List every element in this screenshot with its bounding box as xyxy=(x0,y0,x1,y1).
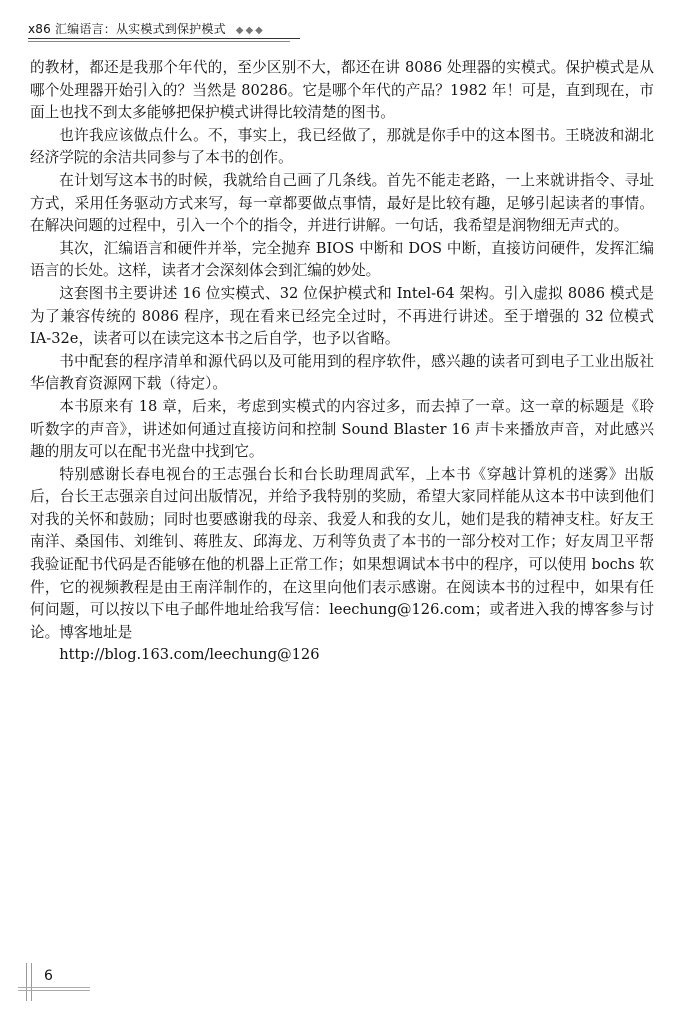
page-number: 6 xyxy=(44,968,53,984)
paragraph: 这套图书主要讲述 16 位实模式、32 位保护模式和 Intel-64 架构。引入虚拟 8086 模式是为了兼容传统的 8086 程序，现在看来已经完全过时，不再进行讲述。至于增强的 32 位模式 IA-32e，读者可以在读完这本书之后自学，也予以省略。 xyxy=(30,284,654,348)
paragraph: 也许我应该做点什么。不，事实上，我已经做了，那就是你手中的这本图书。王晓波和湖北经济学院的余洁共同参与了本书的创作。 xyxy=(30,126,654,167)
footer-vertical-rule xyxy=(26,963,32,1001)
paragraph: 在计划写这本书的时候，我就给自己画了几条线。首先不能走老路，一上来就讲指令、寻址方式，采用任务驱动方式来写，每一章都要做点事情，最好是比较有趣，足够引起读者的事情。在解决问题的过程中，引入一个个的指令，并进行讲解。一句话，我希望是润物细无声式的。 xyxy=(30,171,654,235)
book-title: x86 汇编语言：从实模式到保护模式 xyxy=(28,22,226,36)
header-rule-secondary xyxy=(28,41,290,42)
running-header xyxy=(28,18,298,38)
blog-url: http://blog.163.com/leechung@126 xyxy=(59,646,320,664)
footer-rule xyxy=(18,987,90,988)
footer-rule-secondary xyxy=(18,990,90,991)
paragraph: 其次，汇编语言和硬件并举，完全抛弃 BIOS 中断和 DOS 中断，直接访问硬件，发挥汇编语言的长处。这样，读者才会深刻体会到汇编的妙处。 xyxy=(30,239,654,280)
body-text xyxy=(30,57,654,667)
paragraph: 书中配套的程序清单和源代码以及可能用到的程序软件，感兴趣的读者可到电子工业出版社华信教育资源网下载（待定）。 xyxy=(30,352,654,393)
paragraph: 特别感谢长春电视台的王志强台长和台长助理周武军，上本书《穿越计算机的迷雾》出版后，台长王志强亲自过问出版情况，并给予我特别的奖励，希望大家同样能从这本书中读到他们对我的关怀和鼓励；同时也要感谢我的母亲、我爱人和我的女儿，她们是我的精神支柱。好友王南洋、桑国伟、刘维钊、蒋胜友、邱海龙、万利等负责了本书的一部分校对工作；好友周卫平帮我验证配书代码是否能够在他的机器上正常工作；如果想调试本书中的程序，可以使用 bochs 软件，它的视频教程是由王南洋制作的，在这里向他们表示感谢。在阅读本书的过程中，如果有任何问题，可以按以下电子邮件地址给我写信：leechung@126.com；或者进入我的博客参与讨论。博客地址是 xyxy=(30,465,654,641)
paragraph-continued: 的教材，都还是我那个年代的，至少区别不大，都还在讲 8086 处理器的实模式。保护模式是从哪个处理器开始引入的？当然是 80286。它是哪个年代的产品？1982 年！可是，直到现在，市面上也找不到太多能够把保护模式讲得比较清楚的图书。 xyxy=(30,59,654,122)
paragraph: 本书原来有 18 章，后来，考虑到实模式的内容过多，而去掉了一章。这一章的标题是《聆听数字的声音》，讲述如何通过直接访问和控制 Sound Blaster 16 声卡来播放声音，对此感兴趣的朋友可以在配书光盘中找到它。 xyxy=(30,397,654,461)
header-rule xyxy=(28,38,300,39)
diamond-ornament-icon: ◆◆◆ xyxy=(235,25,265,36)
